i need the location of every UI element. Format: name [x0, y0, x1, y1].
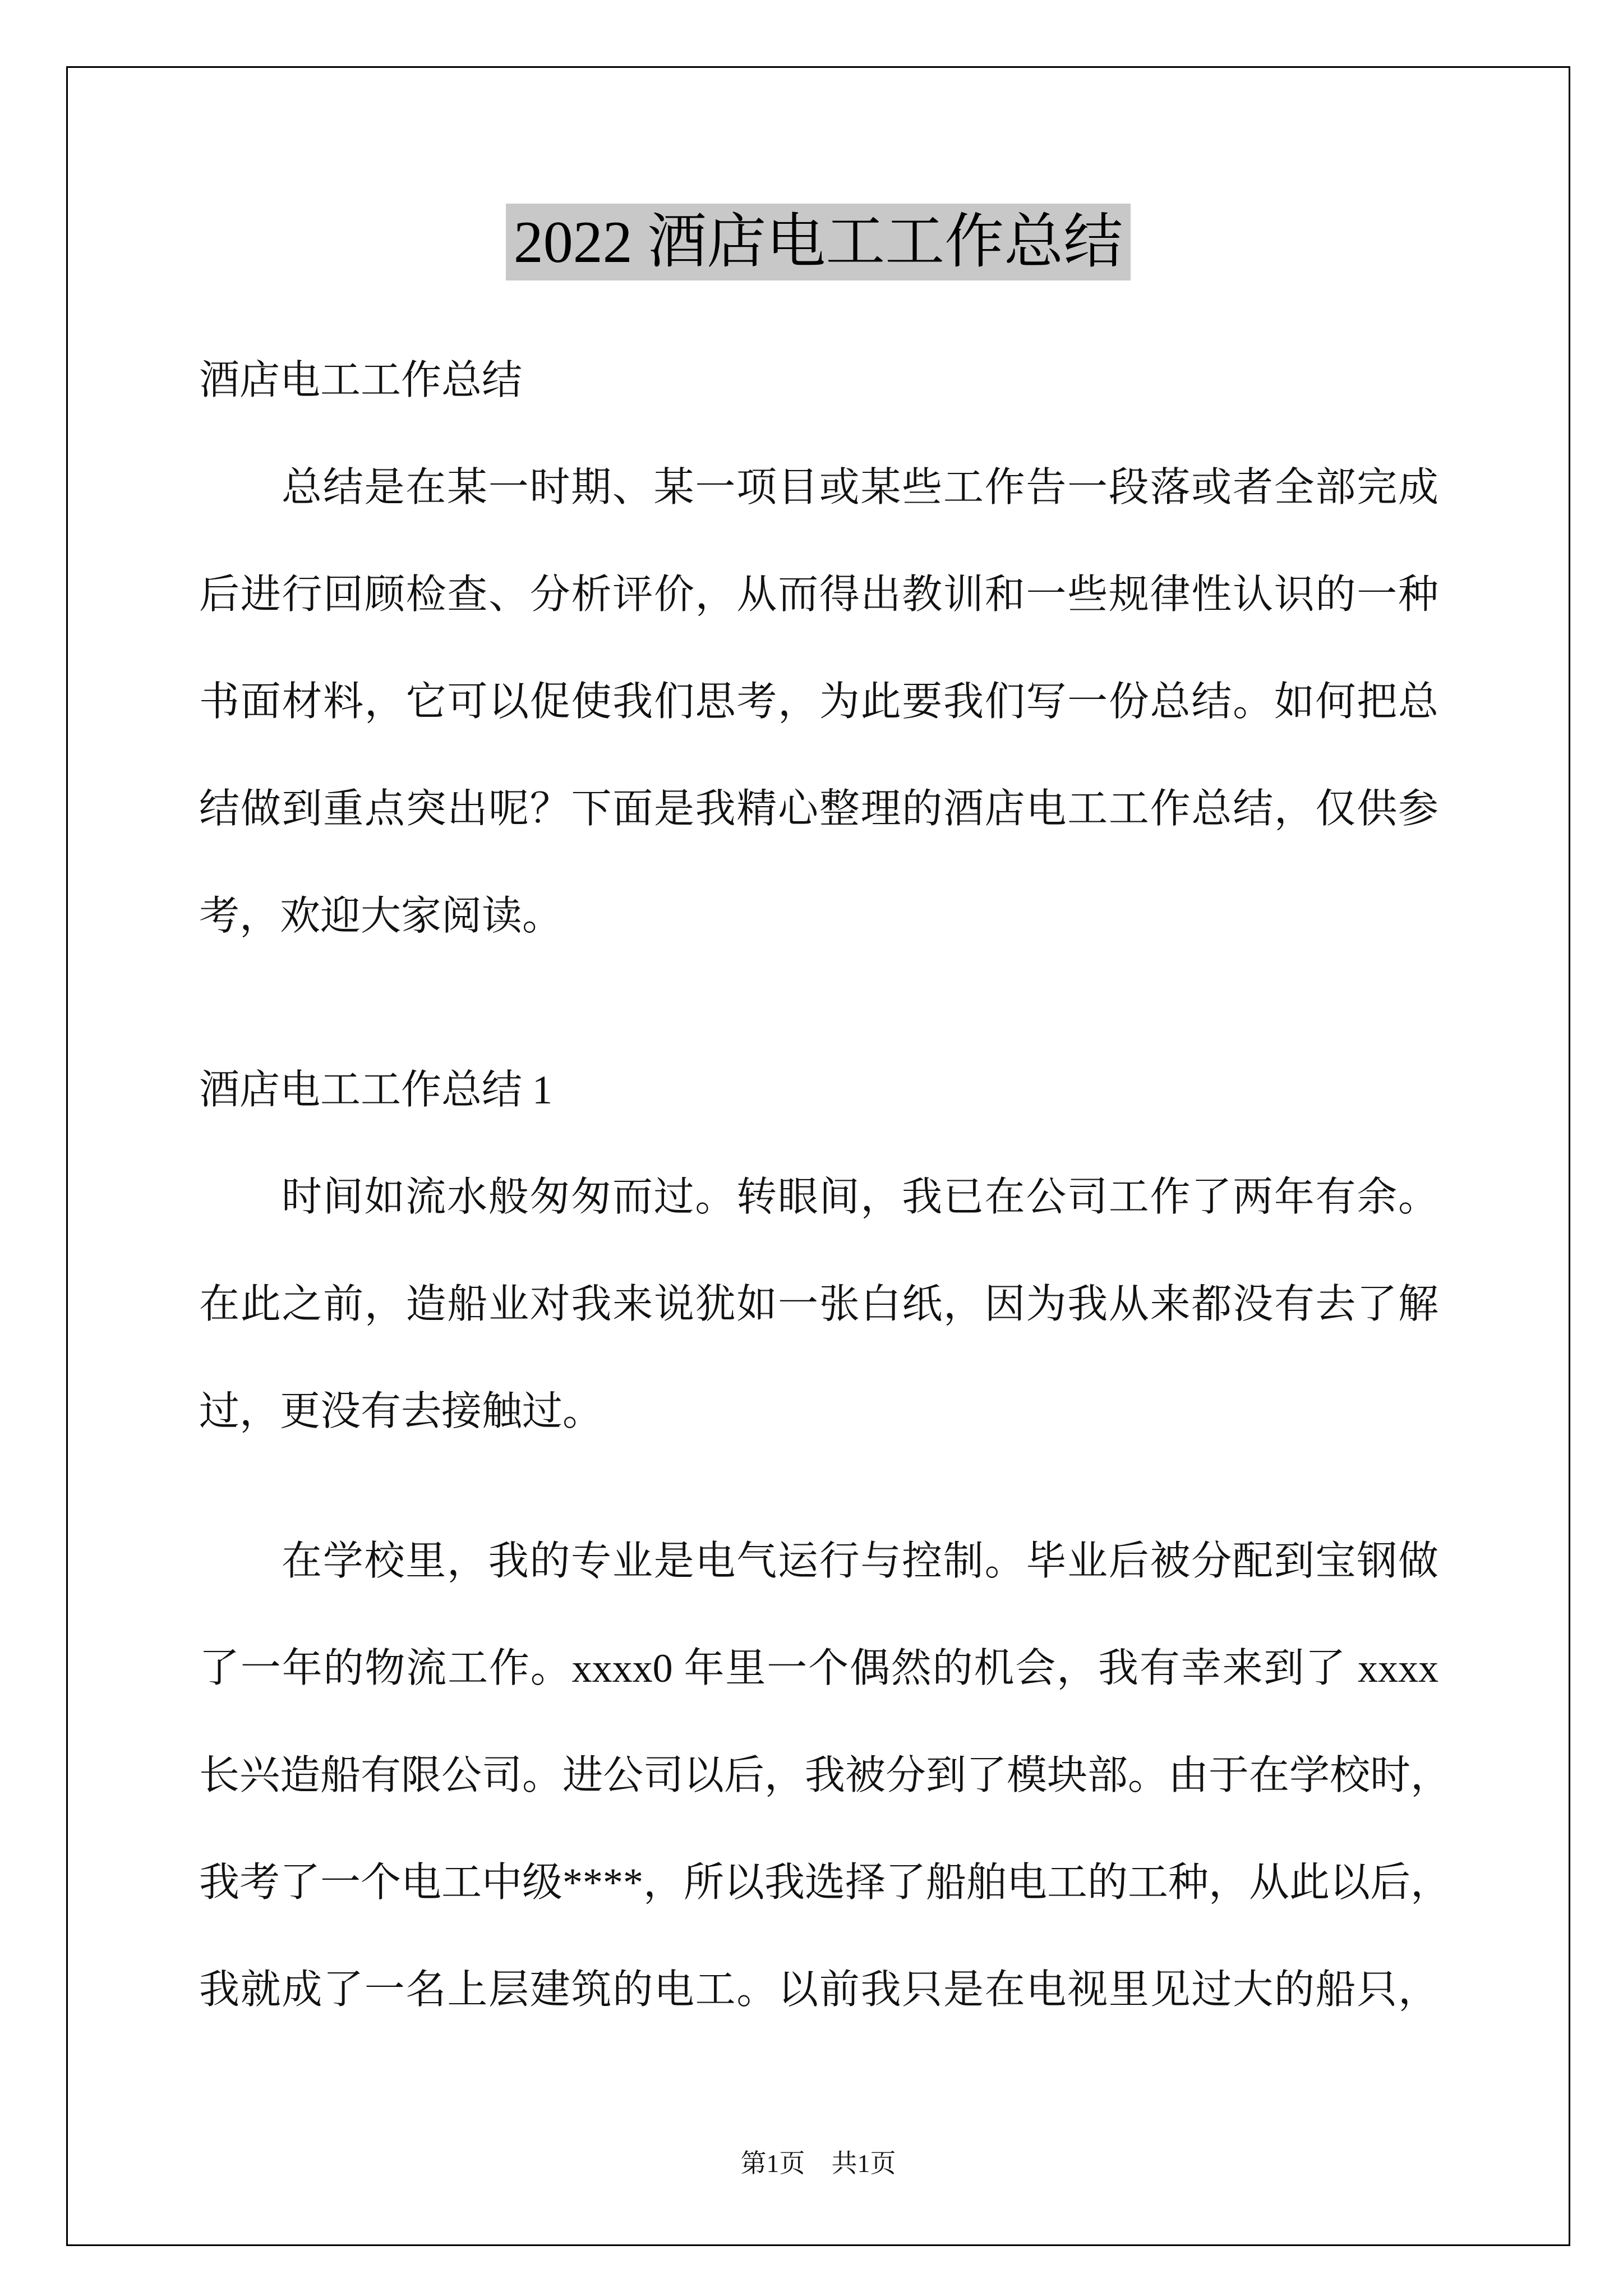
paragraph-line: 在此之前，造船业对我来说犹如一张白纸，因为我从来都没有去了解	[199, 1282, 1438, 1327]
paragraph	[199, 1508, 1489, 2044]
paragraph	[199, 434, 1489, 970]
paragraph	[199, 1144, 1489, 1465]
paragraph-line: 考，欢迎大家阅读。	[199, 894, 563, 938]
paragraph-line: 我就成了一名上层建筑的电工。以前我只是在电视里见过大的船只，	[199, 1967, 1438, 2012]
section-heading: 酒店电工工作总结 1	[199, 1068, 553, 1112]
paragraph-line: 结做到重点突出呢？下面是我精心整理的酒店电工工作总结，仅供参	[199, 786, 1438, 831]
paragraph-line: 在学校里，我的专业是电气运行与控制。毕业后被分配到宝钢做	[282, 1539, 1438, 1584]
section-heading: 酒店电工工作总结	[199, 358, 523, 403]
section-1	[199, 1037, 1489, 2044]
footer-page-number: 第1页	[740, 2149, 805, 2178]
footer-total-pages: 共1页	[831, 2149, 896, 2178]
paragraph-line: 长兴造船有限公司。进公司以后，我被分到了模块部。由于在学校时，	[199, 1753, 1451, 1798]
document-title: 2022 酒店电工工作总结	[506, 204, 1131, 280]
paragraph-line: 后进行回顾检查、分析评价，从而得出教训和一些规律性认识的一种	[199, 572, 1438, 617]
paragraph-line: 我考了一个电工中级****，所以我选择了船舶电工的工种，从此以后，	[199, 1860, 1451, 1905]
title-container	[66, 204, 1570, 280]
paragraph-line: 时间如流水般匆匆而过。转眼间，我已在公司工作了两年有余。	[282, 1175, 1438, 1220]
page-footer	[66, 2148, 1570, 2179]
paragraph-line: 过，更没有去接触过。	[199, 1389, 603, 1434]
paragraph-line: 了一年的物流工作。xxxx0 年里一个偶然的机会，我有幸来到了 xxxx	[199, 1646, 1438, 1691]
section-intro	[199, 327, 1489, 970]
paragraph-line: 总结是在某一时期、某一项目或某些工作告一段落或者全部完成	[282, 465, 1438, 510]
paragraph-line: 书面材料，它可以促使我们思考，为此要我们写一份总结。如何把总	[199, 679, 1438, 724]
document-body	[199, 327, 1489, 2044]
